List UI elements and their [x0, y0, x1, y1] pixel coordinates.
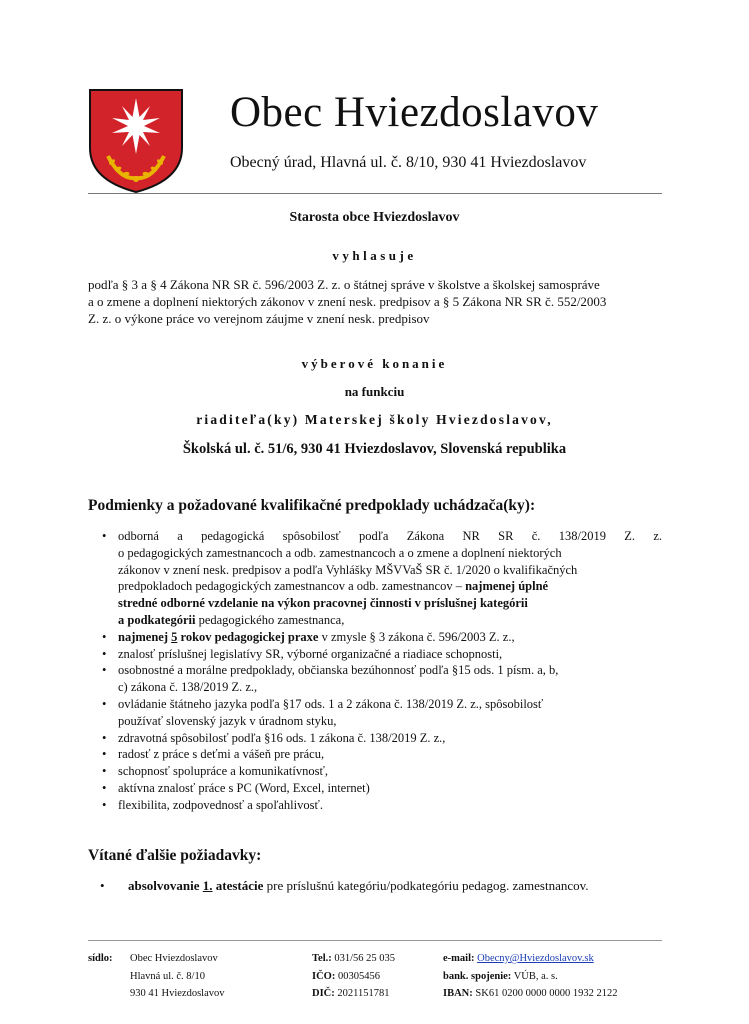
position-name: riaditeľa(ky) Materskej školy Hviezdoslavov,	[196, 412, 553, 427]
requirements-list	[88, 528, 662, 814]
announce-verb: vyhlasuje	[332, 248, 417, 263]
legal-basis-line: Z. z. o výkone práce vo verejnom záujme v znení nesk. predpisov	[88, 311, 430, 326]
footer-ids: Tel.: 031/56 25 035 IČO: 00305456 DIČ: 2021151781	[312, 953, 396, 999]
document-page: Obec Hviezdoslavov Obecný úrad, Hlavná ul. č. 8/10, 930 41 Hviezdoslavov Starosta obce Hviezdoslavov vyhlasuje podľa § 3 a § 4 Zákona NR SR č. 596/2003 Z. z. o štátnej správe v školstve a školskej samospráve a o zmene a doplnení niektorých zákonov v znení nesk. predpisov a § 5 Zákona NR SR č. 552/2003 Z. z. o výkone práce vo verejnom záujme v znení nesk. predpisov výberové konanie na funkciu riaditeľa(ky) Materskej školy Hviezdoslavov, Školská ul. č. 51/6, 930 41 Hviezdoslavov, Slovenská republika Podmienky a požadované kvalifikačné predpoklady uchádzača(ky): • odborná a pedagogická spôsobilosť podľa Zákona NR SR č. 138/2019 Z. z. o pedagogických zamestnancoch a odb. zamestnancoch a o zmene a doplnení niektorých zákonov v znení nesk. predpisov a podľa Vyhlášky MŠVVaŠ SR č. 1/2020 o kvalifikačných predpokladoch pedagogických zamestnancov a odb. zamestnancov – najmenej úplné stredné odborné vzdelanie na výkon pracovnej činnosti v príslušnej kategórii a podkategórii pedagogického zamestnanca, • najmenej 5 rokov pedagogickej praxe v zmysle § 3 zákona č. 596/2003 Z. z., • znalosť príslušnej legislatívy SR, výborné organizačné a riadiace schopnosti, • osobnostné a morálne predpoklady, občianska bezúhonnosť podľa §15 ods. 1 písm. a, b, c) zákona č. 138/2019 Z. z., • ovládanie štátneho jazyka podľa §17 ods. 1 a 2 zákona č. 138/2019 Z. z., spôsobilosť používať slovenský jazyk v úradnom styku, • zdravotná spôsobilosť podľa §16 ods. 1 zákona č. 138/2019 Z. z., • radosť z práce s deťmi a vášeň pre prácu, • schopnosť spolupráce a komunikatívnosť, • aktívna znalosť práce s PC (Word, Excel, internet) • flexibilita, zodpovednosť a spoľahlivosť. Vítané ďalšie požiadavky: • absolvovanie 1. atestácie pre príslušnú kategóriu/podkategóriu pedagog. zamestnancov. sídlo: Obec Hviezdoslavov Hlavná ul. č. 8/10 930 41 Hviezdoslavov Tel.: 031/56 25 035 IČO: 00305456 DIČ: 2021151781 e-mail: Obecny@Hviezdoslavov.sk bank. spojenie: VÚB, a. s. IBAN: SK61 0200 0000 0000 1932 2122	[0, 0, 749, 1024]
requirements-heading: Podmienky a požadované kvalifikačné predpoklady uchádzača(ky):	[88, 497, 536, 514]
bullet-icon: •	[102, 646, 107, 661]
procedure-title: výberové konanie	[301, 356, 448, 371]
legal-basis-line: podľa § 3 a § 4 Zákona NR SR č. 596/2003 Z. z. o štátnej správe v školstve a školskej samospráve	[88, 277, 600, 292]
extra-requirements-heading: Vítané ďalšie požiadavky:	[88, 847, 262, 864]
bullet-icon: •	[102, 629, 107, 644]
bullet-icon: •	[102, 747, 107, 762]
header-divider	[88, 193, 662, 194]
email-link[interactable]: Obecny@Hviezdoslavov.sk	[477, 953, 594, 964]
footer-address: Obec Hviezdoslavov Hlavná ul. č. 8/10 930 41 Hviezdoslavov	[130, 953, 225, 999]
list-item: • osobnostné a morálne predpoklady, občianska bezúhonnosť podľa §15 ods. 1 písm. a, b, c) zákona č. 138/2019 Z. z.,	[102, 663, 559, 695]
list-item: • odborná a pedagogická spôsobilosť podľa Zákona NR SR č. 138/2019 Z. z. o pedagogických zamestnancoch a odb. zamestnancoch a o zmene a doplnení niektorých zákonov v znení nesk. predpisov a podľa Vyhlášky MŠVVaŠ SR č. 1/2020 o kvalifikačných predpokladoch pedagogických zamestnancov a odb. zamestnancov – najmenej úplné stredné odborné vzdelanie na výkon pracovnej činnosti v príslušnej kategórii a podkategórii pedagogického zamestnanca,	[102, 529, 662, 627]
list-item: • radosť z práce s deťmi a vášeň pre prácu,	[102, 747, 325, 762]
footer-divider	[88, 940, 662, 941]
footer-seat-label: sídlo:	[88, 953, 113, 964]
bullet-icon: •	[102, 696, 107, 711]
municipal-coat-of-arms	[88, 88, 184, 194]
bullet-icon: •	[102, 797, 107, 812]
on-position-label: na funkciu	[344, 384, 405, 399]
footer-contact: e-mail: Obecny@Hviezdoslavov.sk bank. spojenie: VÚB, a. s. IBAN: SK61 0200 0000 0000 1932 2122	[443, 953, 618, 999]
bullet-icon: •	[102, 780, 107, 795]
bullet-icon: •	[100, 878, 105, 893]
bullet-icon: •	[102, 529, 107, 543]
list-item: • ovládanie štátneho jazyka podľa §17 ods. 1 a 2 zákona č. 138/2019 Z. z., spôsobilosť používať slovenský jazyk v úradnom styku,	[102, 696, 544, 728]
issuer-line: Starosta obce Hviezdoslavov	[289, 210, 460, 225]
list-item: • aktívna znalosť práce s PC (Word, Excel, internet)	[102, 780, 370, 795]
bullet-icon: •	[102, 663, 107, 678]
list-item: • najmenej 5 rokov pedagogickej praxe v zmysle § 3 zákona č. 596/2003 Z. z.,	[102, 629, 515, 644]
list-item: • znalosť príslušnej legislatívy SR, výborné organizačné a riadiace schopnosti,	[102, 646, 503, 661]
municipality-title: Obec Hviezdoslavov	[230, 89, 599, 136]
legal-basis	[88, 276, 662, 327]
legal-basis-line: a o zmene a doplnení niektorých zákonov v znení nesk. predpisov a § 5 Zákona NR SR č. 552/2003	[88, 294, 607, 309]
bullet-icon: •	[102, 764, 107, 779]
list-item: • schopnosť spolupráce a komunikatívnosť,	[102, 764, 328, 779]
list-item: • zdravotná spôsobilosť podľa §16 ods. 1 zákona č. 138/2019 Z. z.,	[102, 730, 446, 745]
bullet-icon: •	[102, 730, 107, 745]
list-item: • flexibilita, zodpovednosť a spoľahlivosť.	[102, 797, 323, 812]
position-location: Školská ul. č. 51/6, 930 41 Hviezdoslavov, Slovenská republika	[182, 441, 567, 457]
office-address: Obecný úrad, Hlavná ul. č. 8/10, 930 41 Hviezdoslavov	[230, 154, 587, 171]
